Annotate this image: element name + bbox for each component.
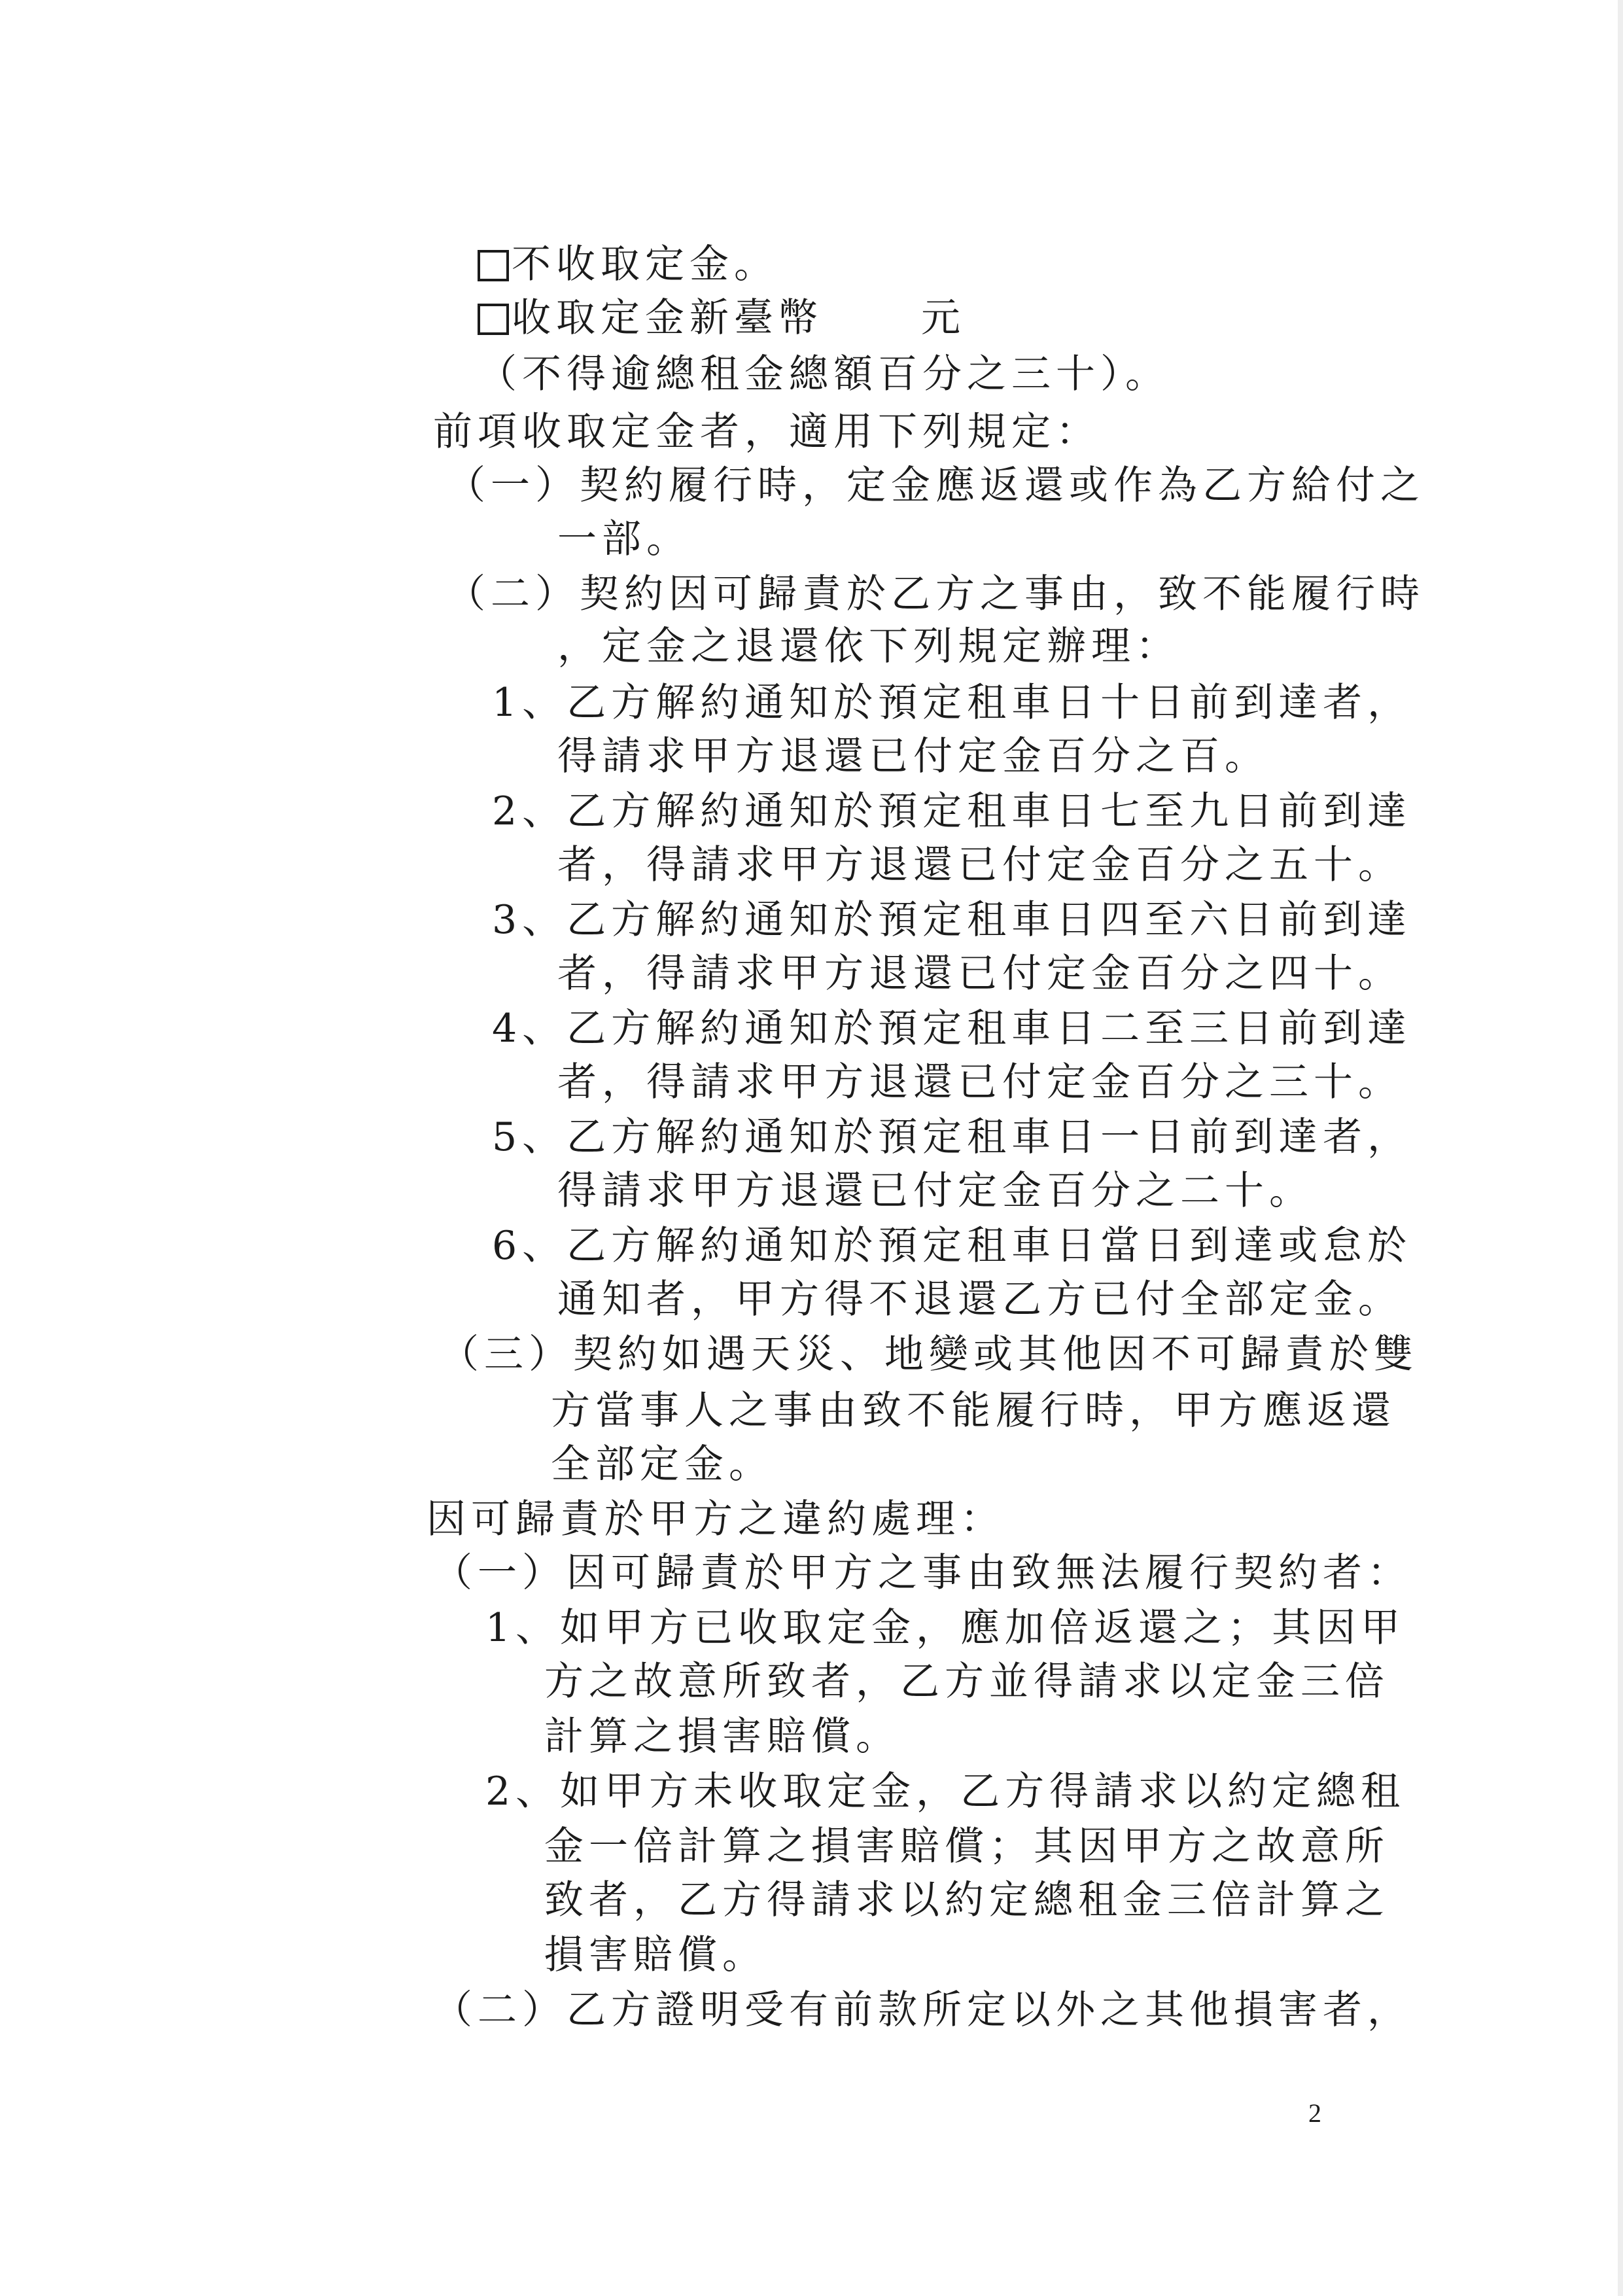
breach2-line: （二）乙方證明受有前款所定以外之其他損害者，: [433, 1987, 1412, 2033]
no-deposit-label: 不收取定金。: [512, 241, 778, 287]
sub3-line2: 者，得請求甲方退還已付定金百分之四十。: [557, 951, 1403, 997]
sub4-line1: 4、乙方解約通知於預定租車日二至三日前到達: [492, 1006, 1412, 1051]
item1-line1: （一）契約履行時，定金應返還或作為乙方給付之: [446, 463, 1425, 508]
sub2-line2: 者，得請求甲方退還已付定金百分之五十。: [557, 842, 1403, 888]
b1-line1: 1、如甲方已收取定金，應加倍返還之；其因甲: [485, 1605, 1406, 1651]
checkbox-no-deposit[interactable]: [478, 250, 509, 281]
breach1-line: （一）因可歸責於甲方之事由致無法履行契約者：: [433, 1550, 1412, 1596]
b2-line4: 損害賠償。: [544, 1932, 767, 1978]
no-deposit-option: [478, 239, 778, 289]
b2-line2: 金一倍計算之損害賠償；其因甲方之故意所: [544, 1824, 1389, 1869]
item1-line2: 一部。: [557, 516, 691, 562]
sub6-line2: 通知者，甲方得不退還乙方已付全部定金。: [557, 1277, 1403, 1322]
sub5-line1: 5、乙方解約通知於預定租車日一日前到達者，: [492, 1114, 1412, 1160]
sub6-line1: 6、乙方解約通知於預定租車日當日到達或怠於: [492, 1223, 1412, 1269]
b1-line3: 計算之損害賠償。: [544, 1714, 900, 1759]
scan-edge: [1618, 0, 1623, 2296]
sub2-line1: 2、乙方解約通知於預定租車日七至九日前到達: [492, 788, 1412, 834]
sub5-line2: 得請求甲方退還已付定金百分之二十。: [557, 1168, 1314, 1214]
item3-line3: 全部定金。: [551, 1441, 773, 1487]
b2-line3: 致者，乙方得請求以約定總租金三倍計算之: [544, 1877, 1389, 1923]
checkbox-deposit[interactable]: [478, 304, 509, 335]
deposit-unit: 元: [921, 295, 966, 341]
deposit-label: 收取定金新臺幣: [512, 295, 823, 341]
breach-title: 因可歸責於甲方之違約處理：: [427, 1496, 1005, 1542]
item3-line1: （三）契約如遇天災、地變或其他因不可歸責於雙: [440, 1332, 1418, 1377]
b2-line1: 2、如甲方未收取定金，乙方得請求以約定總租: [485, 1769, 1406, 1814]
sub4-line2: 者，得請求甲方退還已付定金百分之三十。: [557, 1059, 1403, 1105]
deposit-limit: （不得逾總租金總額百分之三十）。: [478, 351, 1170, 397]
sub1-line1: 1、乙方解約通知於預定租車日十日前到達者，: [492, 680, 1412, 726]
sub3-line1: 3、乙方解約通知於預定租車日四至六日前到達: [492, 897, 1412, 943]
page-number: 2: [1308, 2098, 1321, 2128]
rules-intro: 前項收取定金者，適用下列規定：: [433, 409, 1100, 455]
item3-line2: 方當事人之事由致不能履行時，甲方應返還: [551, 1388, 1396, 1434]
deposit-option: [478, 293, 966, 343]
item2-line1: （二）契約因可歸責於乙方之事由，致不能履行時: [446, 571, 1425, 617]
sub1-line2: 得請求甲方退還已付定金百分之百。: [557, 733, 1269, 779]
item2-line2: ，定金之退還依下列規定辦理：: [557, 624, 1180, 669]
b1-line2: 方之故意所致者，乙方並得請求以定金三倍: [544, 1659, 1389, 1704]
